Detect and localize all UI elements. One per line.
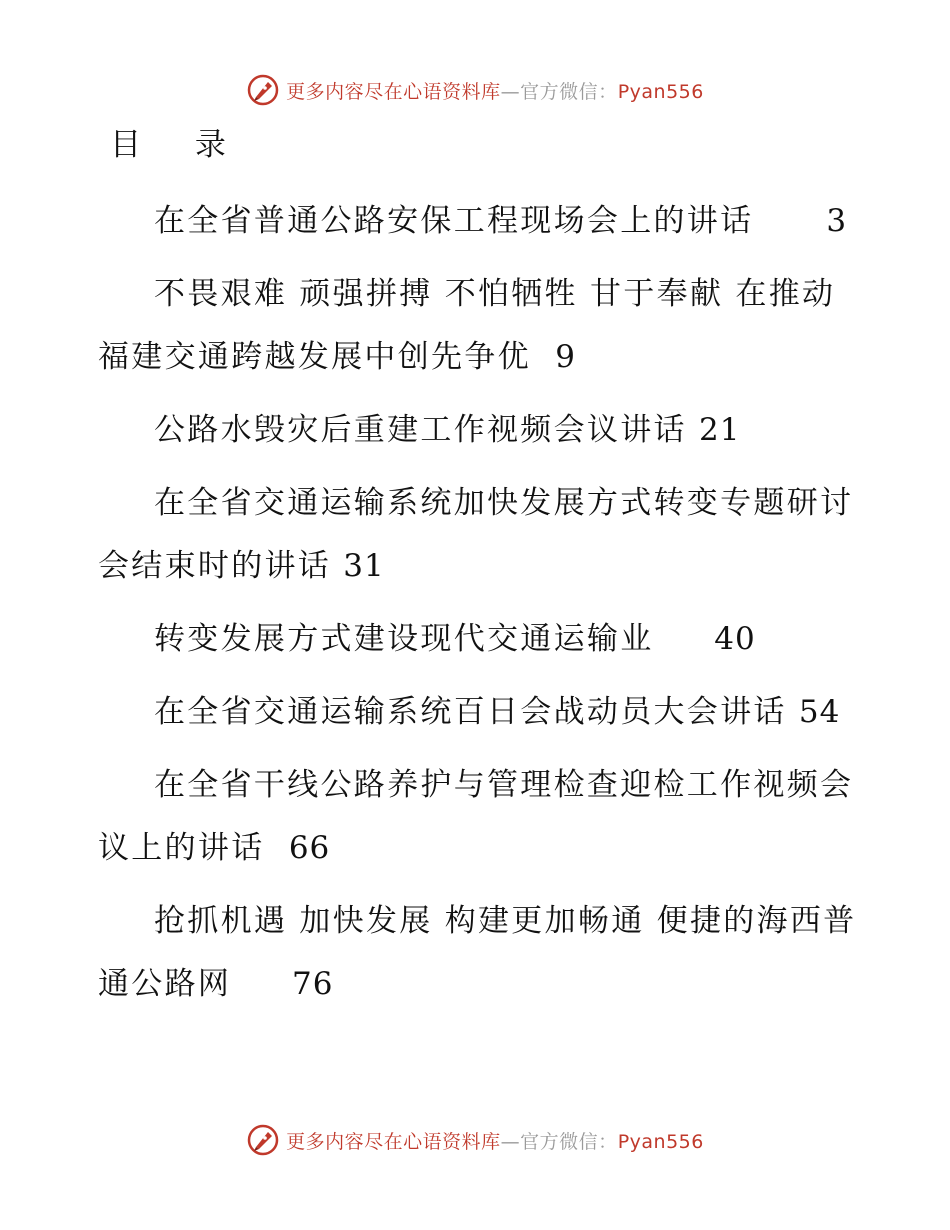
toc-title: 目 录	[110, 127, 248, 163]
toc-entry-page: 31	[343, 548, 385, 584]
toc-entry-page: 9	[555, 339, 576, 375]
toc-entry-gap	[687, 412, 699, 448]
toc-entry-gap	[787, 694, 799, 730]
toc-entry-gap	[654, 621, 715, 657]
table-of-contents	[98, 190, 858, 1026]
toc-entry	[98, 263, 858, 389]
footer-watermark	[0, 1120, 950, 1160]
toc-entry-page: 3	[826, 203, 848, 239]
toc-entry-title: 转变发展方式建设现代交通运输业	[154, 621, 654, 657]
toc-entry	[98, 472, 858, 598]
toc-entry-title: 公路水毁灾后重建工作视频会议讲话	[154, 412, 687, 448]
toc-entry-gap	[231, 966, 292, 1002]
pen-nib-logo-icon	[246, 73, 280, 107]
watermark-separator: —	[500, 1130, 521, 1153]
toc-entry-page: 54	[798, 694, 841, 730]
toc-entry-gap	[331, 548, 343, 584]
toc-entry-page: 40	[714, 621, 756, 657]
toc-entry	[98, 681, 858, 744]
toc-entry-gap	[265, 830, 289, 866]
toc-entry-gap	[531, 339, 555, 375]
toc-entry	[98, 890, 858, 1016]
watermark-wechat-id: Pyan556	[617, 1130, 704, 1153]
watermark-slogan: 更多内容尽在心语资料库	[286, 80, 501, 103]
watermark-wechat-id: Pyan556	[617, 80, 704, 103]
toc-entry-title: 抢抓机遇 加快发展 构建更加畅通 便捷的海西普通公路网	[98, 903, 857, 1002]
toc-entry-page: 21	[698, 412, 741, 448]
watermark-slogan: 更多内容尽在心语资料库	[286, 1130, 501, 1153]
toc-entry	[98, 399, 858, 462]
watermark-text	[286, 1127, 704, 1154]
toc-entry	[98, 190, 858, 253]
pen-nib-logo-icon	[246, 1123, 280, 1157]
toc-entry	[98, 608, 858, 671]
toc-entry-page: 66	[288, 830, 331, 866]
toc-entry-gap	[753, 203, 826, 239]
watermark-wechat-label: 官方微信：	[520, 1130, 618, 1153]
watermark-wechat-label: 官方微信：	[520, 80, 618, 103]
toc-entry-title: 不畏艰难 顽强拼搏 不怕牺牲 甘于奉献 在推动福建交通跨越发展中创先争优	[98, 276, 836, 375]
toc-entry	[98, 754, 858, 880]
toc-entry-title: 在全省干线公路养护与管理检查迎检工作视频会议上的讲话	[98, 767, 854, 866]
watermark-separator: —	[500, 80, 521, 103]
toc-entry-title: 在全省普通公路安保工程现场会上的讲话	[154, 203, 754, 239]
header-watermark	[0, 70, 950, 110]
toc-entry-page: 76	[291, 966, 334, 1002]
watermark-text	[286, 77, 704, 104]
toc-entry-title: 在全省交通运输系统百日会战动员大会讲话	[154, 694, 787, 730]
toc-entry-title: 在全省交通运输系统加快发展方式转变专题研讨会结束时的讲话	[98, 485, 854, 584]
